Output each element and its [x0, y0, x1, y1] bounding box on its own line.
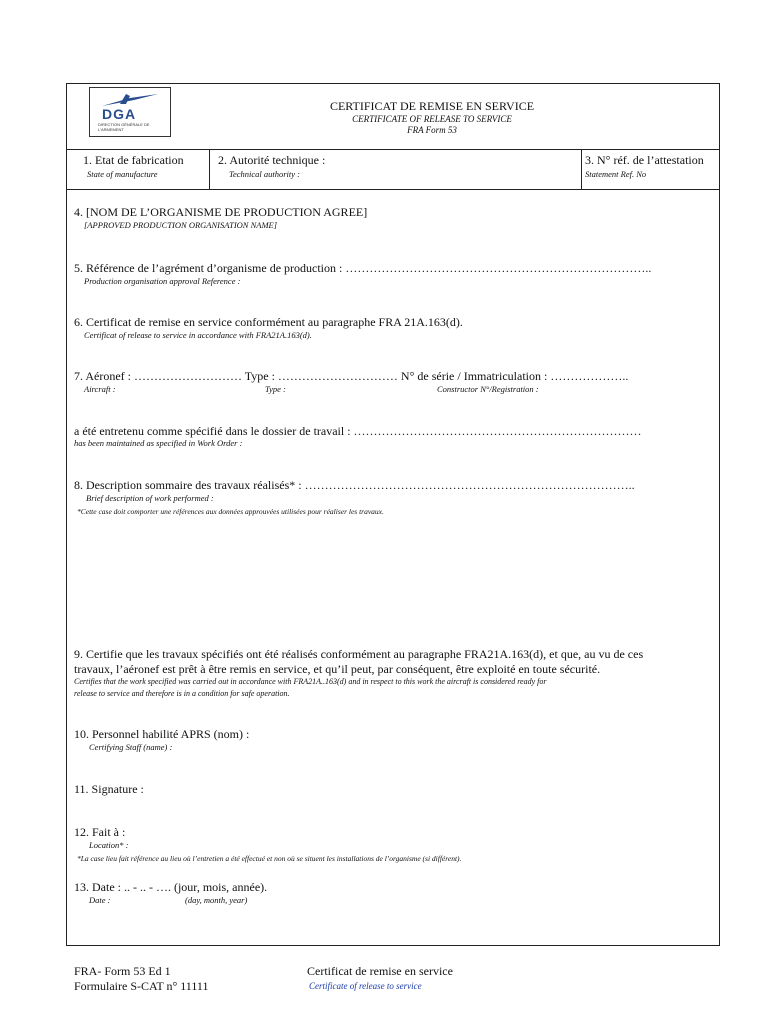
field-12-en: Location* : [89, 840, 129, 850]
field-4-en: [APPROVED PRODUCTION ORGANISATION NAME] [84, 220, 278, 230]
field-7-type-en: Type : [265, 384, 286, 394]
state-sublabel: State of manufacture [87, 169, 158, 179]
statement-sublabel: Statement Ref. No [585, 169, 647, 179]
field-9-certify-line2: travaux, l’aéronef est prêt à être remis en service, et qu’il peut, par conséquent, être exploité en toute sécurité. [74, 662, 601, 676]
field-8-en: Brief description of work performed : [86, 493, 214, 503]
authority-sublabel: Technical authority : [229, 169, 300, 179]
technical-authority-cell[interactable] [210, 149, 582, 189]
field-9-en-line1: Certifies that the work specified was carried out in accordance with FRA21A..163(d) and in respect to this work the aircraft is considered ready for [74, 677, 547, 686]
header-fields-row [67, 149, 719, 190]
field-11-signature[interactable]: 11. Signature : [74, 782, 144, 796]
state-label: 1. Etat de fabrication [83, 153, 184, 167]
field-9-certify-line1: 9. Certifie que les travaux spécifiés ont été réalisés conformément au paragraphe FRA21A.163(d), et que, au vu de ces [74, 647, 644, 661]
field-12-location[interactable]: 12. Fait à : [74, 825, 126, 839]
maintenance-en: has been maintained as specified in Work Order : [74, 438, 243, 448]
dga-logo [89, 87, 171, 137]
field-13-dmy-en: (day, month, year) [185, 895, 248, 905]
authority-label: 2. Autorité technique : [218, 153, 326, 167]
field-5-en: Production organisation approval Reference : [84, 276, 241, 286]
statement-label: 3. N° réf. de l’attestation [585, 153, 704, 167]
field-12-note: *La case lieu fait référence au lieu où l’entretien a été effectué et non où se situent les installations de l’organisme (si différent). [77, 854, 462, 863]
statement-ref-cell[interactable] [582, 149, 719, 189]
footer-title-fr: Certificat de remise en service [307, 964, 453, 978]
form-number: FRA Form 53 [407, 125, 457, 135]
field-9-en-line2: release to service and therefore is in a condition for safe operation. [74, 689, 290, 698]
footer-title-en: Certificate of release to service [309, 981, 422, 991]
field-13-date-en: Date : [89, 895, 111, 905]
field-13-date[interactable]: 13. Date : .. - .. - …. (jour, mois, année). [74, 880, 268, 894]
footer-form-number: Formulaire S-CAT n° 11111 [74, 979, 209, 993]
field-10-staff[interactable]: 10. Personnel habilité APRS (nom) : [74, 727, 250, 741]
logo-subtitle: DIRECTION GÉNÉRALE DE L'ARMEMENT [98, 122, 150, 132]
title-fr: CERTIFICAT DE REMISE EN SERVICE [329, 99, 535, 113]
state-of-manufacture-cell[interactable] [67, 149, 210, 189]
field-6-en: Certificat of release to service in accordance with FRA21A.163(d). [84, 330, 312, 340]
field-8-note: *Cette case doit comporter une références aux données approuvées utilisées pour réaliser les travaux. [77, 507, 384, 516]
field-10-en: Certifying Staff (name) : [89, 742, 173, 752]
field-4-org-name[interactable]: 4. [NOM DE L’ORGANISME DE PRODUCTION AGREE] [74, 205, 368, 219]
footer-form-edition: FRA- Form 53 Ed 1 [74, 964, 171, 978]
field-8-description[interactable]: 8. Description sommaire des travaux réalisés* : ……………………………………………………………………….. [74, 478, 635, 492]
title-en: CERTIFICATE OF RELEASE TO SERVICE [352, 114, 512, 124]
field-6-release-cert: 6. Certificat de remise en service conformément au paragraphe FRA 21A.163(d). [74, 315, 463, 329]
field-7-serial-en: Constructor N°/Registration : [437, 384, 539, 394]
maintenance-work-order[interactable]: a été entretenu comme spécifié dans le dossier de travail : ……………………………………………………………… [74, 424, 642, 438]
form-header [67, 84, 719, 150]
field-7-aircraft[interactable]: 7. Aéronef : ……………………… Type : ………………………… N° de série / Immatriculation : ……………….. [74, 369, 629, 383]
field-5-approval-ref[interactable]: 5. Référence de l’agrément d’organisme de production : ………………………………………………………………….. [74, 261, 652, 275]
field-7-aircraft-en: Aircraft : [84, 384, 116, 394]
logo-text: DGA [102, 106, 137, 122]
